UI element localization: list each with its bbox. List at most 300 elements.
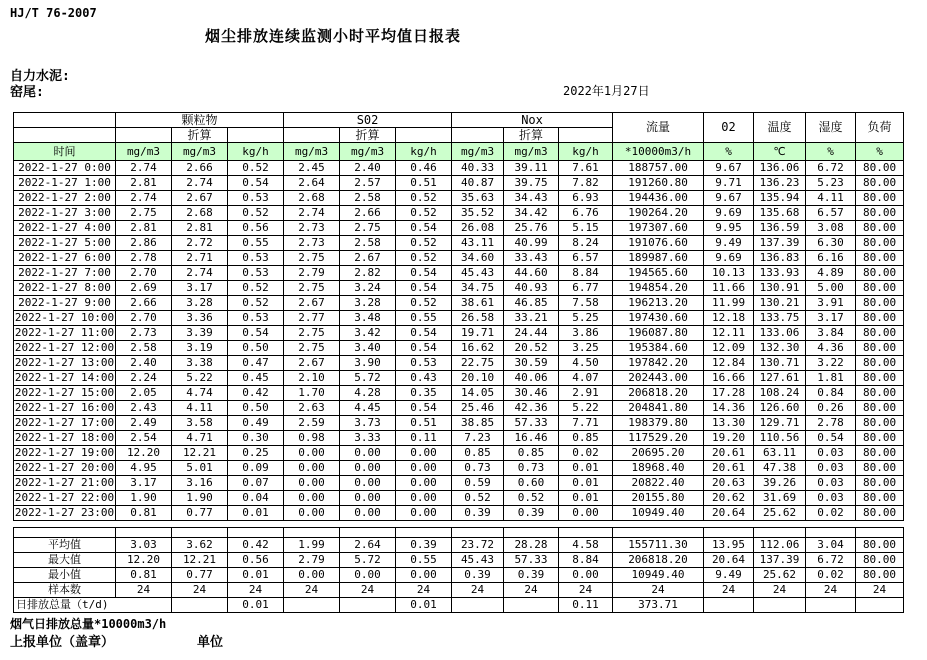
- value-cell: [856, 598, 904, 613]
- value-cell: 3.03: [116, 538, 172, 553]
- value-cell: 80.00: [856, 311, 904, 326]
- value-cell: 2.74: [172, 266, 228, 281]
- unit-cell: %: [704, 143, 754, 161]
- group-o2: 02: [704, 113, 754, 143]
- value-cell: 20.52: [504, 341, 559, 356]
- value-cell: 130.91: [754, 281, 806, 296]
- table-row: [14, 416, 904, 431]
- value-cell: 6.30: [806, 236, 856, 251]
- value-cell: 0.03: [806, 491, 856, 506]
- value-cell: 6.57: [559, 251, 613, 266]
- value-cell: 137.39: [754, 553, 806, 568]
- value-cell: 4.89: [806, 266, 856, 281]
- value-cell: 42.36: [504, 401, 559, 416]
- value-cell: 46.85: [504, 296, 559, 311]
- value-cell: 0.39: [452, 568, 504, 583]
- value-cell: 6.57: [806, 206, 856, 221]
- value-cell: 24: [559, 583, 613, 598]
- value-cell: 4.11: [806, 191, 856, 206]
- value-cell: 2.45: [284, 161, 340, 176]
- time-cell: 2022-1-27 7:00: [14, 266, 116, 281]
- value-cell: 80.00: [856, 431, 904, 446]
- value-cell: [806, 598, 856, 613]
- value-cell: 12.20: [116, 446, 172, 461]
- value-cell: [504, 598, 559, 613]
- empty-cell: [228, 528, 284, 538]
- value-cell: 43.11: [452, 236, 504, 251]
- table-body: [14, 161, 904, 521]
- value-cell: 0.25: [228, 446, 284, 461]
- unit-cell: %: [806, 143, 856, 161]
- value-cell: 0.01: [559, 461, 613, 476]
- group-temp: 温度: [754, 113, 806, 143]
- value-cell: 0.07: [228, 476, 284, 491]
- value-cell: 30.59: [504, 356, 559, 371]
- value-cell: 129.71: [754, 416, 806, 431]
- value-cell: 0.52: [396, 236, 452, 251]
- value-cell: 5.72: [340, 371, 396, 386]
- value-cell: 39.11: [504, 161, 559, 176]
- value-cell: 80.00: [856, 191, 904, 206]
- value-cell: 2.75: [284, 251, 340, 266]
- time-cell: 2022-1-27 3:00: [14, 206, 116, 221]
- value-cell: 2.74: [284, 206, 340, 221]
- value-cell: 2.67: [340, 251, 396, 266]
- value-cell: 0.00: [284, 461, 340, 476]
- value-cell: 0.73: [452, 461, 504, 476]
- value-cell: 6.72: [806, 161, 856, 176]
- value-cell: 24: [452, 583, 504, 598]
- value-cell: 0.39: [504, 506, 559, 521]
- summary-row: [14, 538, 904, 553]
- value-cell: 0.60: [504, 476, 559, 491]
- daily-total-label: 日排放总量（t/d): [14, 598, 172, 613]
- value-cell: 80.00: [856, 491, 904, 506]
- value-cell: 3.48: [340, 311, 396, 326]
- value-cell: 16.46: [504, 431, 559, 446]
- value-cell: 2.58: [116, 341, 172, 356]
- value-cell: 8.84: [559, 266, 613, 281]
- unit-cell: *10000m3/h: [613, 143, 704, 161]
- table-row: [14, 431, 904, 446]
- value-cell: 1.70: [284, 386, 340, 401]
- value-cell: 2.40: [340, 161, 396, 176]
- value-cell: 2.78: [806, 416, 856, 431]
- value-cell: 2.73: [284, 236, 340, 251]
- unit-cell: kg/h: [228, 143, 284, 161]
- value-cell: 2.40: [116, 356, 172, 371]
- value-cell: 2.67: [172, 191, 228, 206]
- value-cell: 80.00: [856, 461, 904, 476]
- value-cell: 3.38: [172, 356, 228, 371]
- value-cell: 0.00: [340, 506, 396, 521]
- value-cell: 137.39: [754, 236, 806, 251]
- value-cell: 0.01: [559, 491, 613, 506]
- value-cell: 80.00: [856, 176, 904, 191]
- table-row: [14, 206, 904, 221]
- time-cell: 2022-1-27 2:00: [14, 191, 116, 206]
- value-cell: 2.67: [284, 296, 340, 311]
- value-cell: 0.02: [806, 506, 856, 521]
- value-cell: 0.54: [396, 266, 452, 281]
- value-cell: 26.08: [452, 221, 504, 236]
- value-cell: 3.28: [172, 296, 228, 311]
- value-cell: 3.42: [340, 326, 396, 341]
- blank-cell: [228, 128, 284, 143]
- value-cell: 40.87: [452, 176, 504, 191]
- value-cell: 80.00: [856, 356, 904, 371]
- flue-gas-total-note: 烟气日排放总量*10000m3/h: [10, 617, 167, 631]
- value-cell: 132.30: [754, 341, 806, 356]
- time-cell: 2022-1-27 15:00: [14, 386, 115, 400]
- value-cell: 24: [172, 583, 228, 598]
- empty-cell: [856, 528, 904, 538]
- unit-label: 单位: [197, 635, 224, 650]
- value-cell: 40.99: [504, 236, 559, 251]
- value-cell: 0.55: [396, 311, 452, 326]
- value-cell: 195384.60: [613, 341, 704, 356]
- table-row: [14, 161, 904, 176]
- value-cell: 47.38: [754, 461, 806, 476]
- value-cell: 80.00: [856, 266, 904, 281]
- empty-cell: [14, 528, 116, 538]
- page-title: 烟尘排放连续监测小时平均值日报表: [205, 27, 462, 45]
- value-cell: 191076.60: [613, 236, 704, 251]
- value-cell: 0.53: [228, 191, 284, 206]
- value-cell: 197430.60: [613, 311, 704, 326]
- value-cell: 2.63: [284, 401, 340, 416]
- value-cell: 45.43: [452, 266, 504, 281]
- value-cell: 9.49: [704, 236, 754, 251]
- value-cell: 3.16: [172, 476, 228, 491]
- value-cell: 80.00: [856, 538, 904, 553]
- converted-label: 折算: [340, 128, 396, 143]
- value-cell: 20155.80: [613, 491, 704, 506]
- value-cell: 0.01: [228, 568, 284, 583]
- value-cell: 24: [856, 583, 904, 598]
- group-nox: Nox: [452, 113, 613, 128]
- value-cell: 4.71: [172, 431, 228, 446]
- value-cell: 0.00: [284, 506, 340, 521]
- time-cell: 2022-1-27 21:00: [14, 476, 115, 490]
- table-row: [14, 176, 904, 191]
- value-cell: 2.82: [340, 266, 396, 281]
- value-cell: 57.33: [504, 553, 559, 568]
- value-cell: 33.21: [504, 311, 559, 326]
- summary-label: 最小值: [14, 568, 116, 583]
- value-cell: 2.75: [340, 221, 396, 236]
- summary-row: [14, 553, 904, 568]
- value-cell: 0.50: [228, 401, 284, 416]
- value-cell: 2.05: [116, 386, 172, 401]
- value-cell: 0.00: [284, 568, 340, 583]
- value-cell: 133.06: [754, 326, 806, 341]
- value-cell: 4.45: [340, 401, 396, 416]
- value-cell: [284, 598, 340, 613]
- value-cell: 38.61: [452, 296, 504, 311]
- value-cell: 80.00: [856, 553, 904, 568]
- value-cell: 0.45: [228, 371, 284, 386]
- value-cell: 3.91: [806, 296, 856, 311]
- blank-cell: [14, 113, 116, 128]
- time-cell: 2022-1-27 12:00: [14, 341, 115, 355]
- value-cell: 2.79: [284, 553, 340, 568]
- value-cell: 5.01: [172, 461, 228, 476]
- value-cell: 0.98: [284, 431, 340, 446]
- value-cell: [452, 598, 504, 613]
- value-cell: 0.51: [396, 176, 452, 191]
- value-cell: 3.86: [559, 326, 613, 341]
- value-cell: 24: [704, 583, 754, 598]
- value-cell: 12.21: [172, 553, 228, 568]
- value-cell: 2.70: [116, 266, 172, 281]
- value-cell: 136.23: [754, 176, 806, 191]
- value-cell: 24: [116, 583, 172, 598]
- value-cell: 80.00: [856, 386, 904, 401]
- value-cell: 2.75: [116, 206, 172, 221]
- value-cell: 80.00: [856, 416, 904, 431]
- time-cell: 2022-1-27 19:00: [14, 446, 115, 460]
- value-cell: 28.28: [504, 538, 559, 553]
- value-cell: 7.82: [559, 176, 613, 191]
- value-cell: 80.00: [856, 341, 904, 356]
- unit-cell: kg/h: [559, 143, 613, 161]
- value-cell: 2.10: [284, 371, 340, 386]
- value-cell: 25.62: [754, 506, 806, 521]
- value-cell: 110.56: [754, 431, 806, 446]
- value-cell: 4.11: [172, 401, 228, 416]
- value-cell: 4.50: [559, 356, 613, 371]
- value-cell: 2.71: [172, 251, 228, 266]
- value-cell: 0.73: [504, 461, 559, 476]
- value-cell: 8.24: [559, 236, 613, 251]
- unit-cell: mg/m3: [452, 143, 504, 161]
- value-cell: 2.58: [340, 236, 396, 251]
- value-cell: 0.52: [396, 191, 452, 206]
- value-cell: 204841.80: [613, 401, 704, 416]
- blank-cell: [452, 128, 504, 143]
- value-cell: 9.49: [704, 568, 754, 583]
- empty-cell: [452, 528, 504, 538]
- value-cell: 1.90: [116, 491, 172, 506]
- value-cell: 5.72: [340, 553, 396, 568]
- value-cell: 0.85: [452, 446, 504, 461]
- value-cell: 1.81: [806, 371, 856, 386]
- table-row: [14, 341, 904, 356]
- value-cell: 0.39: [396, 538, 452, 553]
- spacer-row: [14, 528, 904, 538]
- table-row: [14, 326, 904, 341]
- value-cell: 24: [504, 583, 559, 598]
- daily-total-row: [14, 598, 904, 613]
- value-cell: 197307.60: [613, 221, 704, 236]
- table-row: [14, 221, 904, 236]
- value-cell: 0.85: [559, 431, 613, 446]
- time-cell: 2022-1-27 14:00: [14, 371, 115, 385]
- value-cell: 4.74: [172, 386, 228, 401]
- value-cell: 0.55: [228, 236, 284, 251]
- empty-cell: [284, 528, 340, 538]
- value-cell: 5.22: [559, 401, 613, 416]
- value-cell: 20.61: [704, 461, 754, 476]
- value-cell: 2.64: [340, 538, 396, 553]
- value-cell: 33.43: [504, 251, 559, 266]
- value-cell: 13.30: [704, 416, 754, 431]
- value-cell: 196213.20: [613, 296, 704, 311]
- value-cell: 2.78: [116, 251, 172, 266]
- value-cell: 3.36: [172, 311, 228, 326]
- value-cell: 12.09: [704, 341, 754, 356]
- value-cell: 0.81: [116, 568, 172, 583]
- value-cell: 206818.20: [613, 386, 704, 401]
- value-cell: 2.68: [284, 191, 340, 206]
- value-cell: 2.86: [116, 236, 172, 251]
- group-flow: 流量: [613, 113, 704, 143]
- value-cell: 39.26: [754, 476, 806, 491]
- value-cell: 5.15: [559, 221, 613, 236]
- empty-cell: [340, 528, 396, 538]
- time-cell: 2022-1-27 9:00: [14, 296, 116, 311]
- value-cell: 44.60: [504, 266, 559, 281]
- value-cell: 3.08: [806, 221, 856, 236]
- value-cell: 112.06: [754, 538, 806, 553]
- value-cell: 3.17: [806, 311, 856, 326]
- value-cell: 0.39: [452, 506, 504, 521]
- value-cell: 191260.80: [613, 176, 704, 191]
- value-cell: 24: [806, 583, 856, 598]
- value-cell: 0.04: [228, 491, 284, 506]
- value-cell: 11.99: [704, 296, 754, 311]
- table-row: [14, 446, 904, 461]
- value-cell: 18968.40: [613, 461, 704, 476]
- value-cell: 0.52: [228, 161, 284, 176]
- value-cell: 4.07: [559, 371, 613, 386]
- value-cell: 63.11: [754, 446, 806, 461]
- value-cell: 136.83: [754, 251, 806, 266]
- value-cell: 198379.80: [613, 416, 704, 431]
- value-cell: 133.75: [754, 311, 806, 326]
- value-cell: 2.91: [559, 386, 613, 401]
- value-cell: 0.09: [228, 461, 284, 476]
- value-cell: 197842.20: [613, 356, 704, 371]
- value-cell: 0.54: [396, 281, 452, 296]
- value-cell: 34.75: [452, 281, 504, 296]
- value-cell: 20.61: [704, 446, 754, 461]
- value-cell: 11.66: [704, 281, 754, 296]
- value-cell: 2.81: [116, 221, 172, 236]
- value-cell: 0.46: [396, 161, 452, 176]
- value-cell: 133.93: [754, 266, 806, 281]
- value-cell: 194436.00: [613, 191, 704, 206]
- value-cell: 0.52: [396, 251, 452, 266]
- station-name: 窑尾:: [10, 85, 44, 100]
- time-cell: 2022-1-27 10:00: [14, 311, 115, 325]
- value-cell: 0.00: [396, 568, 452, 583]
- value-cell: 2.49: [116, 416, 172, 431]
- value-cell: 136.59: [754, 221, 806, 236]
- value-cell: 35.52: [452, 206, 504, 221]
- value-cell: 136.06: [754, 161, 806, 176]
- value-cell: 24: [396, 583, 452, 598]
- value-cell: 12.20: [116, 553, 172, 568]
- value-cell: 80.00: [856, 476, 904, 491]
- value-cell: 2.75: [284, 281, 340, 296]
- value-cell: 0.00: [284, 491, 340, 506]
- value-cell: 0.03: [806, 461, 856, 476]
- value-cell: 80.00: [856, 281, 904, 296]
- value-cell: 9.71: [704, 176, 754, 191]
- value-cell: 2.54: [116, 431, 172, 446]
- unit-cell: mg/m3: [116, 143, 172, 161]
- value-cell: 3.19: [172, 341, 228, 356]
- empty-cell: [754, 528, 806, 538]
- value-cell: 0.42: [228, 386, 284, 401]
- value-cell: 0.52: [228, 296, 284, 311]
- table-row: [14, 461, 904, 476]
- table-row: [14, 281, 904, 296]
- value-cell: 0.00: [396, 491, 452, 506]
- value-cell: 2.66: [172, 161, 228, 176]
- value-cell: 5.23: [806, 176, 856, 191]
- value-cell: 6.16: [806, 251, 856, 266]
- value-cell: 14.36: [704, 401, 754, 416]
- value-cell: 0.54: [228, 326, 284, 341]
- value-cell: 2.68: [172, 206, 228, 221]
- group-load: 负荷: [856, 113, 904, 143]
- value-cell: 0.01: [396, 598, 452, 613]
- value-cell: 3.17: [172, 281, 228, 296]
- value-cell: 10949.40: [613, 568, 704, 583]
- summary-row: [14, 583, 904, 598]
- value-cell: 0.52: [452, 491, 504, 506]
- table-row: [14, 236, 904, 251]
- value-cell: 24: [340, 583, 396, 598]
- value-cell: 45.43: [452, 553, 504, 568]
- value-cell: 7.23: [452, 431, 504, 446]
- value-cell: 0.00: [340, 568, 396, 583]
- empty-cell: [116, 528, 172, 538]
- value-cell: [172, 598, 228, 613]
- value-cell: 3.84: [806, 326, 856, 341]
- value-cell: 0.03: [806, 446, 856, 461]
- value-cell: 12.18: [704, 311, 754, 326]
- value-cell: 0.53: [228, 311, 284, 326]
- value-cell: 0.49: [228, 416, 284, 431]
- blank-cell: [14, 128, 116, 143]
- value-cell: 12.84: [704, 356, 754, 371]
- value-cell: 22.75: [452, 356, 504, 371]
- value-cell: 34.60: [452, 251, 504, 266]
- company-name: 自力水泥:: [10, 69, 70, 84]
- value-cell: 3.28: [340, 296, 396, 311]
- time-cell: 2022-1-27 23:00: [14, 506, 115, 520]
- value-cell: 6.77: [559, 281, 613, 296]
- value-cell: 23.72: [452, 538, 504, 553]
- value-cell: 135.68: [754, 206, 806, 221]
- value-cell: 35.63: [452, 191, 504, 206]
- value-cell: 0.00: [396, 461, 452, 476]
- value-cell: 2.69: [116, 281, 172, 296]
- value-cell: 0.47: [228, 356, 284, 371]
- value-cell: 0.77: [172, 568, 228, 583]
- value-cell: 10.13: [704, 266, 754, 281]
- value-cell: 12.21: [172, 446, 228, 461]
- value-cell: 0.51: [396, 416, 452, 431]
- time-cell: 2022-1-27 1:00: [14, 176, 116, 191]
- time-cell: 2022-1-27 0:00: [14, 161, 116, 176]
- value-cell: 20.62: [704, 491, 754, 506]
- value-cell: 0.52: [228, 281, 284, 296]
